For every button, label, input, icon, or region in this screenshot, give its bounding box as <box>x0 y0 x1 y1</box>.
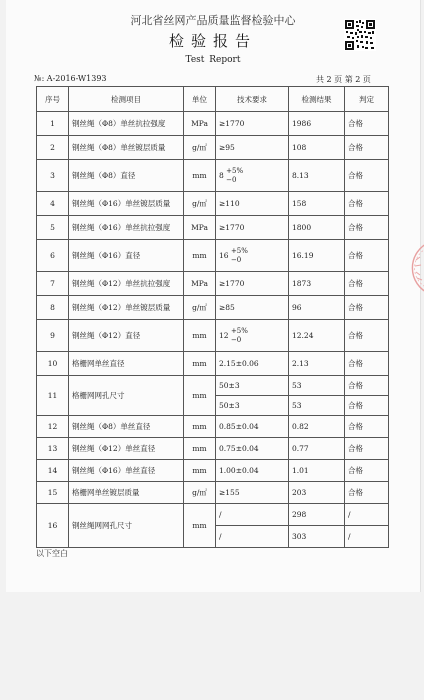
row-item: 钢丝绳（Φ12）直径 <box>69 320 184 352</box>
row-requirement: 1.00±0.04 <box>216 460 289 482</box>
row-verdict: 合格 <box>345 136 389 160</box>
row-unit: mm <box>184 320 216 352</box>
row-item: 钢丝绳（Φ16）单丝直径 <box>69 460 184 482</box>
row-unit: mm <box>184 438 216 460</box>
col-header-no: 序号 <box>37 87 69 112</box>
row-unit: g/㎡ <box>184 136 216 160</box>
row-result: 203 <box>289 482 345 504</box>
row-result: 298 <box>289 504 345 526</box>
row-verdict: 合格 <box>345 482 389 504</box>
row-verdict: 合格 <box>345 216 389 240</box>
row-no: 6 <box>37 240 69 272</box>
row-unit: mm <box>184 160 216 192</box>
report-number: №: A-2016-W1393 <box>34 74 107 83</box>
row-verdict: / <box>345 526 389 548</box>
row-requirement: ≥85 <box>216 296 289 320</box>
row-item: 格栅网网孔尺寸 <box>69 376 184 416</box>
row-verdict: 合格 <box>345 192 389 216</box>
row-no: 10 <box>37 352 69 376</box>
col-header-requirement: 技术要求 <box>216 87 289 112</box>
table-row <box>37 438 389 460</box>
row-result: 0.82 <box>289 416 345 438</box>
row-verdict: 合格 <box>345 160 389 192</box>
row-unit: mm <box>184 460 216 482</box>
row-unit: g/㎡ <box>184 296 216 320</box>
report-page <box>6 0 421 592</box>
row-result: 303 <box>289 526 345 548</box>
row-result: 2.13 <box>289 352 345 376</box>
row-verdict: 合格 <box>345 460 389 482</box>
table-header-row <box>37 87 389 112</box>
qr-code-icon <box>344 19 376 51</box>
row-unit: mm <box>184 352 216 376</box>
row-no: 16 <box>37 504 69 548</box>
row-item: 钢丝绳（Φ12）单丝抗拉强度 <box>69 272 184 296</box>
row-requirement: 50±3 <box>216 396 289 416</box>
row-requirement: ≥110 <box>216 192 289 216</box>
requirement-tolerance <box>231 327 248 345</box>
row-verdict: 合格 <box>345 396 389 416</box>
table-row <box>37 352 389 376</box>
table-row <box>37 160 389 192</box>
table-row <box>37 504 389 526</box>
row-result: 8.13 <box>289 160 345 192</box>
issuing-organization: 河北省丝网产品质量监督检验中心 <box>130 14 296 27</box>
row-verdict: 合格 <box>345 272 389 296</box>
row-no: 4 <box>37 192 69 216</box>
page-indicator: 共 2 页 第 2 页 <box>316 75 371 84</box>
test-results-table <box>36 86 389 548</box>
row-verdict: 合格 <box>345 112 389 136</box>
table-row <box>37 112 389 136</box>
row-requirement <box>216 160 289 192</box>
official-seal-stamp <box>404 238 424 298</box>
row-no: 8 <box>37 296 69 320</box>
row-result: 108 <box>289 136 345 160</box>
row-requirement: 50±3 <box>216 376 289 396</box>
row-verdict: 合格 <box>345 240 389 272</box>
row-item: 钢丝绳（Φ16）单丝镀层质量 <box>69 192 184 216</box>
row-result: 16.19 <box>289 240 345 272</box>
row-result: 1800 <box>289 216 345 240</box>
row-result: 53 <box>289 376 345 396</box>
requirement-base: 12 <box>219 330 229 340</box>
table-row <box>37 240 389 272</box>
row-verdict: 合格 <box>345 376 389 396</box>
row-unit: MPa <box>184 272 216 296</box>
row-requirement: ≥1770 <box>216 112 289 136</box>
row-unit: MPa <box>184 112 216 136</box>
row-verdict: 合格 <box>345 416 389 438</box>
table-row <box>37 136 389 160</box>
tolerance-lower: −0 <box>230 335 242 344</box>
table-row <box>37 272 389 296</box>
row-item: 钢丝绳（Φ8）单丝直径 <box>69 416 184 438</box>
blank-below-note: 以下空白 <box>36 549 68 558</box>
row-no: 15 <box>37 482 69 504</box>
row-requirement: 0.75±0.04 <box>216 438 289 460</box>
row-result: 53 <box>289 396 345 416</box>
row-no: 12 <box>37 416 69 438</box>
report-title-en: Test Report <box>185 55 241 65</box>
row-requirement <box>216 240 289 272</box>
table-row <box>37 192 389 216</box>
report-title-cn: 检验报告 <box>168 32 257 50</box>
row-item: 格栅网单丝镀层质量 <box>69 482 184 504</box>
row-requirement: ≥1770 <box>216 272 289 296</box>
row-unit: MPa <box>184 216 216 240</box>
row-item: 钢丝绳（Φ8）直径 <box>69 160 184 192</box>
row-verdict: 合格 <box>345 296 389 320</box>
tolerance-lower: −0 <box>226 175 237 184</box>
row-result: 0.77 <box>289 438 345 460</box>
row-requirement: / <box>216 526 289 548</box>
row-requirement: 0.85±0.04 <box>216 416 289 438</box>
tolerance-upper: +5% <box>230 326 248 335</box>
requirement-tolerance <box>226 167 243 185</box>
row-requirement <box>216 320 289 352</box>
row-result: 1.01 <box>289 460 345 482</box>
col-header-item: 检测项目 <box>69 87 184 112</box>
row-unit: mm <box>184 240 216 272</box>
row-no: 13 <box>37 438 69 460</box>
row-unit: mm <box>184 416 216 438</box>
row-unit: mm <box>184 376 216 416</box>
row-item: 钢丝绳（Φ16）直径 <box>69 240 184 272</box>
col-header-verdict: 判定 <box>345 87 389 112</box>
table-row <box>37 460 389 482</box>
row-verdict: 合格 <box>345 352 389 376</box>
row-no: 5 <box>37 216 69 240</box>
row-verdict: 合格 <box>345 320 389 352</box>
col-header-unit: 单位 <box>184 87 216 112</box>
row-requirement: / <box>216 504 289 526</box>
row-unit: mm <box>184 504 216 548</box>
table-row <box>37 320 389 352</box>
requirement-base: 8 <box>219 170 224 180</box>
row-result: 1986 <box>289 112 345 136</box>
tolerance-lower: −0 <box>230 255 242 264</box>
col-header-result: 检测结果 <box>289 87 345 112</box>
row-item: 钢丝绳（Φ8）单丝镀层质量 <box>69 136 184 160</box>
row-result: 158 <box>289 192 345 216</box>
requirement-base: 16 <box>219 250 229 260</box>
table-row <box>37 416 389 438</box>
row-requirement: ≥1770 <box>216 216 289 240</box>
row-no: 7 <box>37 272 69 296</box>
row-result: 12.24 <box>289 320 345 352</box>
row-no: 14 <box>37 460 69 482</box>
row-unit: g/㎡ <box>184 482 216 504</box>
row-requirement: 2.15±0.06 <box>216 352 289 376</box>
row-item: 格栅网单丝直径 <box>69 352 184 376</box>
table-row <box>37 376 389 396</box>
row-no: 9 <box>37 320 69 352</box>
row-result: 1873 <box>289 272 345 296</box>
table-row <box>37 482 389 504</box>
requirement-tolerance <box>231 247 248 265</box>
table-row <box>37 216 389 240</box>
row-verdict: 合格 <box>345 438 389 460</box>
row-no: 2 <box>37 136 69 160</box>
row-no: 11 <box>37 376 69 416</box>
row-requirement: ≥155 <box>216 482 289 504</box>
row-no: 1 <box>37 112 69 136</box>
row-verdict: / <box>345 504 389 526</box>
row-item: 钢丝绳（Φ8）单丝抗拉强度 <box>69 112 184 136</box>
row-unit: g/㎡ <box>184 192 216 216</box>
row-item: 钢丝绳（Φ12）单丝镀层质量 <box>69 296 184 320</box>
row-no: 3 <box>37 160 69 192</box>
row-result: 96 <box>289 296 345 320</box>
row-requirement: ≥95 <box>216 136 289 160</box>
row-item: 钢丝绳（Φ16）单丝抗拉强度 <box>69 216 184 240</box>
tolerance-upper: +5% <box>230 246 248 255</box>
tolerance-upper: +5% <box>226 166 244 175</box>
table-row <box>37 296 389 320</box>
row-item: 钢丝绳（Φ12）单丝直径 <box>69 438 184 460</box>
row-item: 钢丝绳网网孔尺寸 <box>69 504 184 548</box>
